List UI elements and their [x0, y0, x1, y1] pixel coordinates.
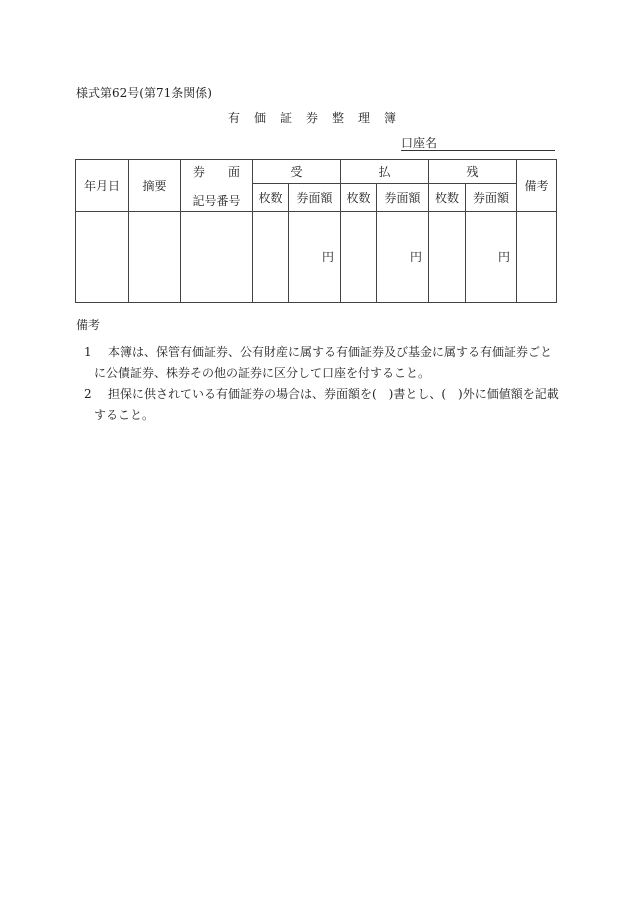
cell-balance-count [429, 212, 466, 303]
cell-summary [129, 212, 181, 303]
header-pay: 払 [341, 160, 429, 184]
header-ticket-number [181, 160, 253, 212]
header-balance-count: 枚数 [429, 184, 466, 212]
form-number: 様式第62号(第71条関係) [76, 86, 212, 100]
cell-receive-count [253, 212, 289, 303]
header-receive-count: 枚数 [253, 184, 289, 212]
account-name-field: 口座名 [401, 136, 555, 151]
note-number: 1 [84, 345, 92, 359]
note-number: 2 [84, 387, 92, 401]
header-ticket-top-left: 券 [193, 164, 206, 179]
cell-date [76, 212, 129, 303]
note-text: 担保に供されている有価証券の場合は、券面額を( )書とし、( )外に価値額を記載すること。 [94, 387, 559, 422]
cell-balance-face-value: 円 [466, 212, 517, 303]
header-pay-face-value: 券面額 [377, 184, 429, 212]
header-balance: 残 [429, 160, 517, 184]
cell-pay-count [341, 212, 377, 303]
header-remarks: 備考 [517, 160, 557, 212]
securities-ledger-table [75, 159, 557, 303]
cell-remarks [517, 212, 557, 303]
cell-pay-face-value: 円 [377, 212, 429, 303]
header-receive: 受 [253, 160, 341, 184]
note-item [84, 384, 559, 426]
notes-heading: 備考 [76, 318, 101, 332]
header-pay-count: 枚数 [341, 184, 377, 212]
header-balance-face-value: 券面額 [466, 184, 517, 212]
header-receive-face-value: 券面額 [289, 184, 341, 212]
header-summary: 摘要 [129, 160, 181, 212]
note-item [84, 342, 559, 384]
cell-receive-face-value: 円 [289, 212, 341, 303]
header-ticket-sub: 記号番号 [192, 193, 241, 208]
document-title: 有価証券整理簿 [227, 111, 410, 125]
header-date: 年月日 [76, 160, 129, 212]
note-text: 本簿は、保管有価証券、公有財産に属する有価証券及び基金に属する有価証券ごとに公債証券、株券その他の証券に区分して口座を付すること。 [94, 345, 553, 380]
cell-ticket-number [181, 212, 253, 303]
header-ticket-top-right: 面 [227, 164, 240, 179]
